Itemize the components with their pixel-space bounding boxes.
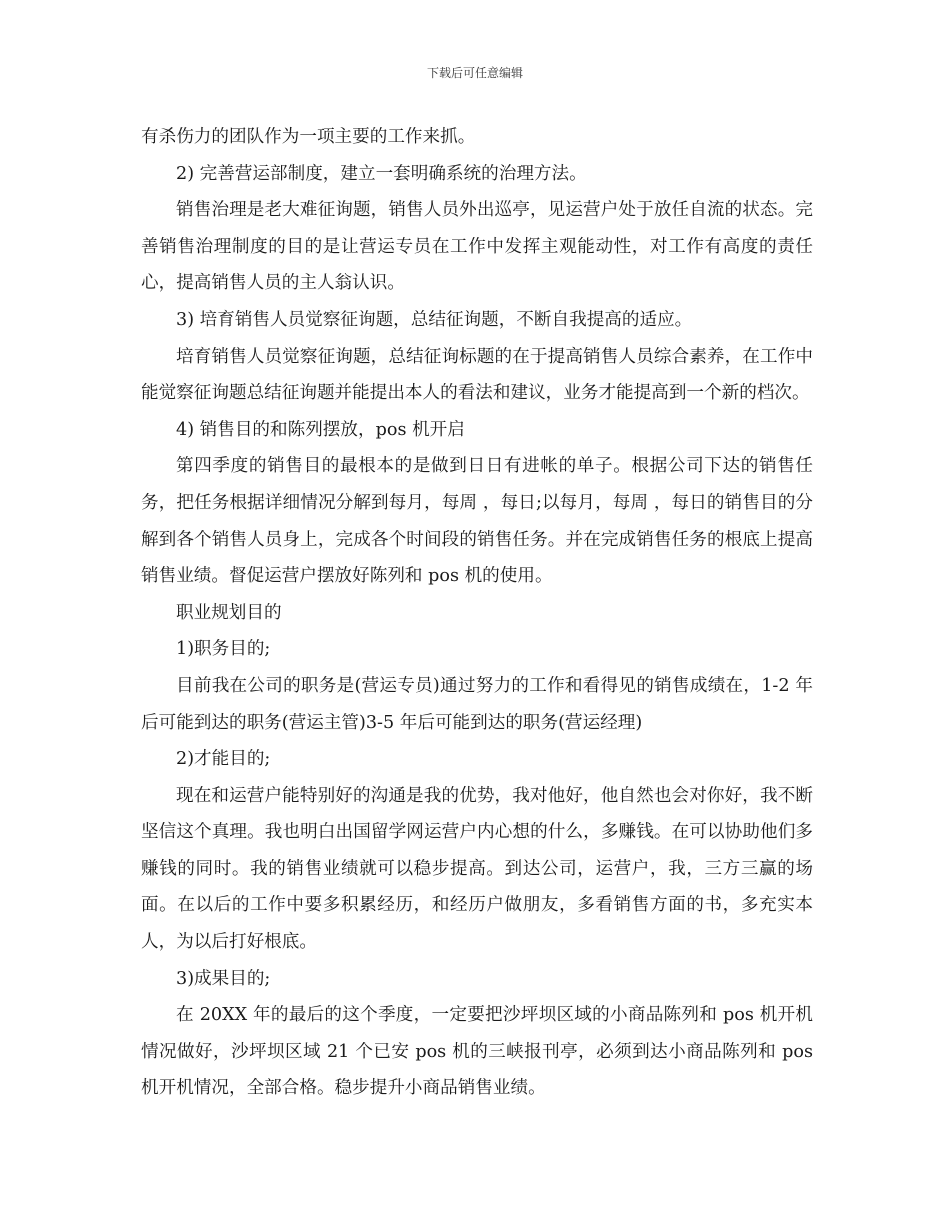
paragraph: 4) 销售目的和陈列摆放，pos 机开启 [176,419,465,440]
paragraph: 2) 完善营运部制度，建立一套明确系统的治理方法。 [176,163,587,184]
paragraph: 培育销售人员觉察征询题，总结征询标题的在于提高销售人员综合素养，在工作中能觉察征询题总结征询题并能提出本人的看法和建议，业务才能提高到一个新的档次。 [141,346,813,404]
paragraph: 现在和运营户能特别好的沟通是我的优势，我对他好，他自然也会对你好，我不断坚信这个真理。我也明白出国留学网运营户内心想的什么，多赚钱。在可以协助他们多赚钱的同时。我的销售业绩就可以稳步提高。到达公司，运营户，我，三方三赢的场面。在以后的工作中要多积累经历，和经历户做朋友，多看销售方面的书，多充实本人，为以后打好根底。 [141,785,813,953]
paragraph: 职业规划目的 [176,602,282,623]
paragraph: 3) 培育销售人员觉察征询题，总结征询题，不断自我提高的适应。 [176,309,693,330]
paragraph: 2)才能目的; [176,749,271,770]
document-body [141,119,813,1107]
paragraph: 销售治理是老大难征询题，销售人员外出巡亭，见运营户处于放任自流的状态。完善销售治理制度的目的是让营运专员在工作中发挥主观能动性，对工作有高度的责任心，提高销售人员的主人翁认识。 [141,200,813,294]
paragraph: 第四季度的销售目的最根本的是做到日日有进帐的单子。根据公司下达的销售任务，把任务根据详细情况分解到每月，每周 ，每日;以每月，每周 ，每日的销售目的分解到各个销售人员身上，完成各个时间段的销售任务。并在完成销售任务的根底上提高销售业绩。督促运营户摆放好陈列和 pos 机的使用。 [141,456,813,587]
paragraph: 目前我在公司的职务是(营运专员)通过努力的工作和看得见的销售成绩在，1-2 年后可能到达的职务(营运主管)3-5 年后可能到达的职务(营运经理) [141,675,813,733]
paragraph: 在 20XX 年的最后的这个季度，一定要把沙坪坝区域的小商品陈列和 pos 机开机情况做好，沙坪坝区域 21 个已安 pos 机的三峡报刊亭，必须到达小商品陈列和 pos 机开机情况，全部合格。稳步提升小商品销售业绩。 [141,1005,813,1099]
paragraph: 有杀伤力的团队作为一项主要的工作来抓。 [141,127,476,147]
paragraph: 3)成果目的; [176,968,271,989]
page-header: 下载后可任意编辑 [426,66,523,80]
paragraph: 1)职务目的; [176,639,271,660]
